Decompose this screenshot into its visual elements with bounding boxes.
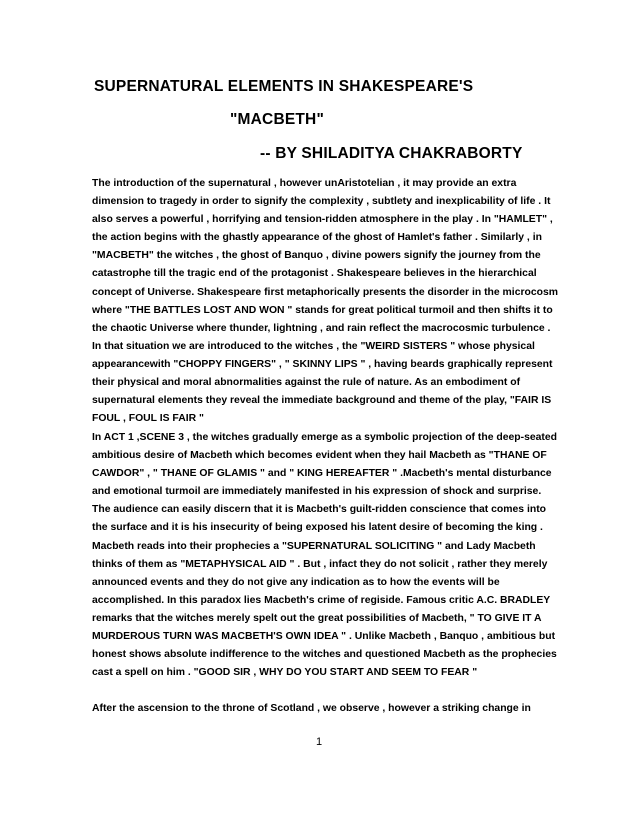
paragraph-3 [92, 700, 552, 718]
text-line: supernatural elements they reveal the immediate background and theme of the play, "FAIR IS [92, 395, 552, 407]
text-line: Macbeth reads into their prophecies a "SUPERNATURAL SOLICITING " and Lady Macbeth [92, 540, 536, 552]
paragraph-2 [92, 429, 558, 682]
text-line: accomplished. In this paradox lies Macbeth's crime of regiside. Famous critic A.C. BRADLEY [92, 594, 551, 606]
text-line: ambitious desire of Macbeth which becomes evident when they hail Macbeth as "THANE OF [92, 450, 547, 462]
text-line: appearancewith "CHOPPY FINGERS" , " SKINNY LIPS " , having beards graphically represent [92, 358, 553, 370]
text-line: The introduction of the supernatural , however unAristotelian , it may provide an extra [92, 178, 517, 189]
title-line-1: SUPERNATURAL ELEMENTS IN SHAKESPEARE'S [94, 78, 474, 95]
text-line: also serves a powerful , horrifying and tension-ridden atmosphere in the play . In "HAMLET" , [92, 214, 553, 226]
text-line: In ACT 1 ,SCENE 3 , the witches gradually emerge as a symbolic projection of the deep-seated [92, 432, 558, 443]
text-line: cast a spell on him . "GOOD SIR , WHY DO YOU START AND SEEM TO FEAR " [92, 667, 478, 679]
paragraph-1 [92, 175, 559, 428]
text-line: the surface and it is his insecurity of being exposed his latent desire of becoming the king . [92, 522, 543, 534]
text-line: After the ascension to the throne of Scotland , we observe , however a striking change in [92, 703, 531, 714]
text-line: announced events and they do not give any indication as to how the events will be [92, 576, 500, 588]
text-line: "MACBETH" the witches , the ghost of Banquo , divine powers signify the journey from the [92, 250, 541, 262]
text-line: honest shows absolute indifference to the witches and questioned Macbeth as the prophecies [92, 649, 557, 661]
text-line: catastrophe till the tragic end of the protagonist . Shakespeare believes in the hierarchical [92, 268, 537, 280]
text-line: thinks of them as "METAPHYSICAL AID " . But , infact they do not solicit , rather they merely [92, 558, 548, 570]
page-number: 1 [315, 736, 323, 748]
text-line: dimension to tragedy in order to signify the complexity , subtlety and inexplicability of life . It [92, 196, 551, 208]
text-line: the action begins with the ghastly appearance of the ghost of Hamlet's father . Similarly , in [92, 232, 542, 244]
text-line: MURDEROUS TURN WAS MACBETH'S OWN IDEA " . Unlike Macbeth , Banquo , ambitious but [92, 631, 556, 643]
text-line: concept of Universe. Shakespeare first metaphorically presents the disorder in the microcosm [92, 286, 559, 298]
text-line: and emotional turmoil are immediately manifested in his expression of shock and surprise. [92, 486, 542, 498]
author-line: -- BY SHILADITYA CHAKRABORTY [260, 145, 523, 162]
text-line: CAWDOR" , " THANE OF GLAMIS " and " KING HEREAFTER " .Macbeth's mental disturbance [92, 468, 552, 480]
text-line: In that situation we are introduced to the witches , the "WEIRD SISTERS " whose physical [92, 340, 535, 352]
text-line: the chaotic Universe where thunder, lightning , and rain reflect the macrocosmic turbulence . [92, 322, 551, 334]
text-line: remarks that the witches merely spelt out the great possibilities of Macbeth, " TO GIVE IT A [92, 612, 542, 624]
text-line: FOUL , FOUL IS FAIR " [92, 413, 204, 425]
title-line-2: "MACBETH" [230, 111, 324, 128]
text-line: their physical and moral abnormalities against the rule of nature. As an embodiment of [92, 377, 521, 389]
text-line: The audience can easily discern that it is Macbeth's guilt-ridden conscience that comes into [92, 504, 547, 516]
text-line: where "THE BATTLES LOST AND WON " stands for great political turmoil and then shifts it to [92, 304, 553, 316]
